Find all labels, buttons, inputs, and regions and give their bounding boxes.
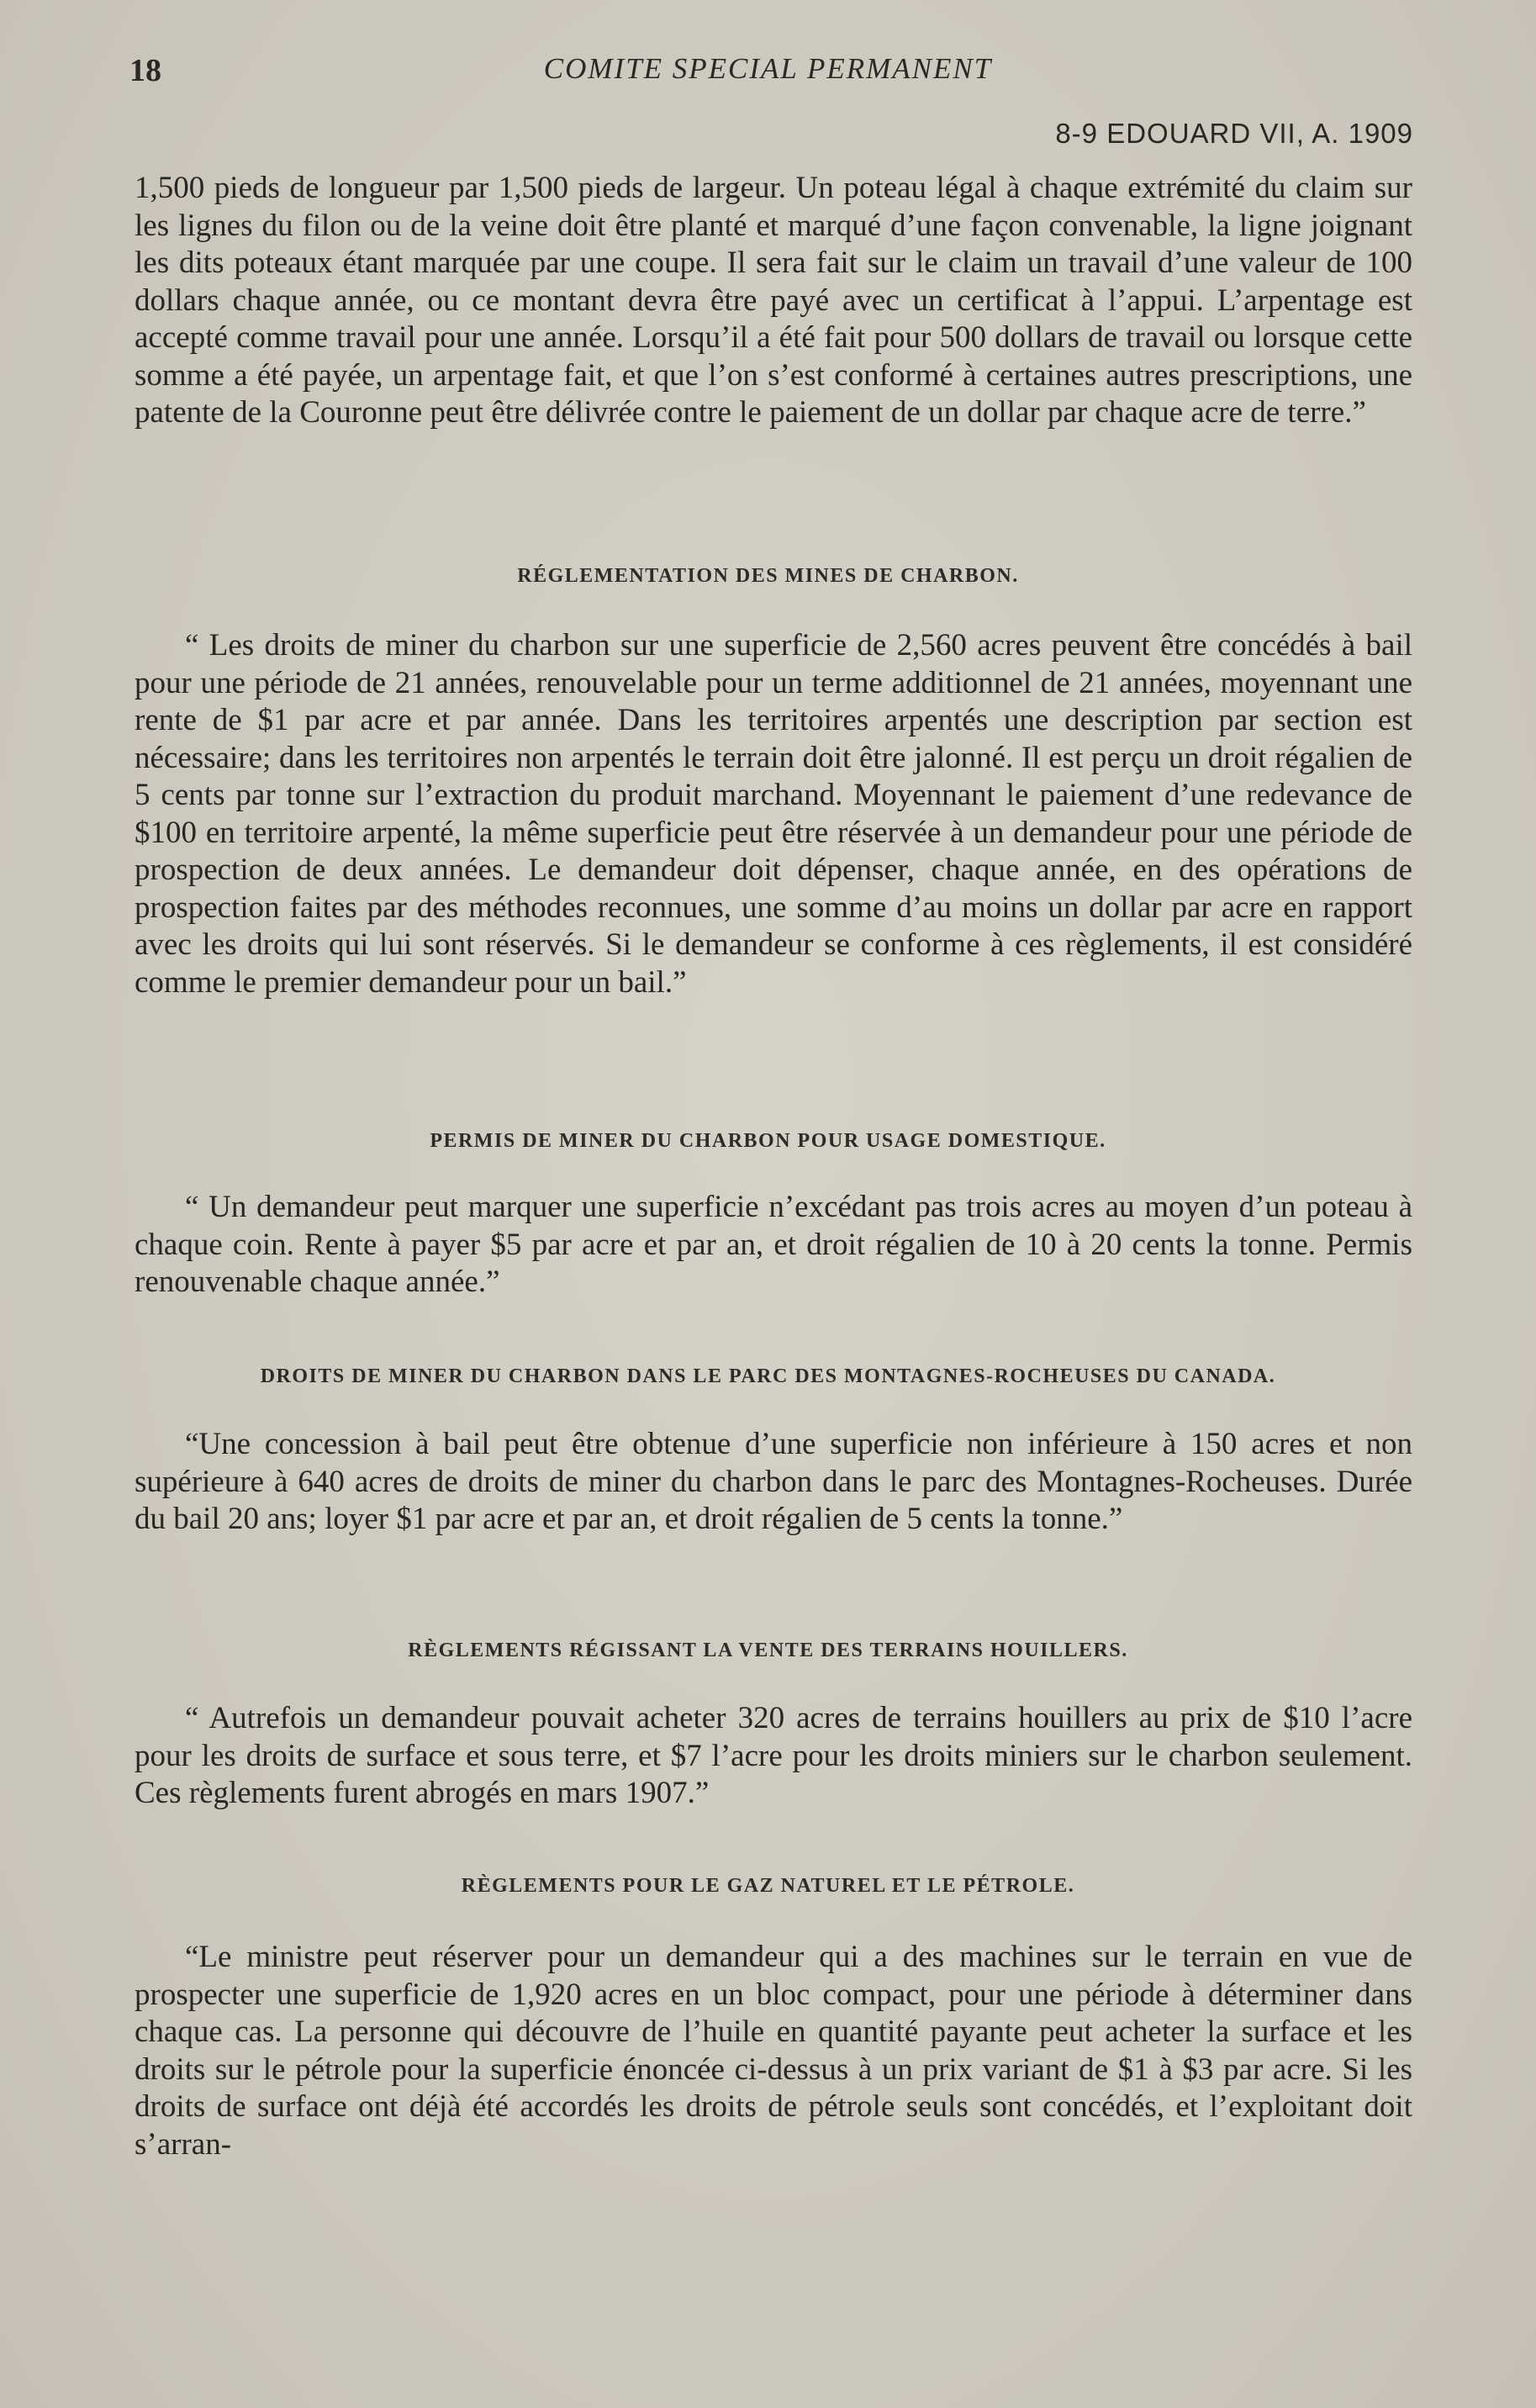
heading-coal-lands-sale: RÈGLEMENTS RÉGISSANT LA VENTE DES TERRAINS HOUILLERS. [408,1640,1128,1661]
heading-natural-gas-petroleum: RÈGLEMENTS POUR LE GAZ NATUREL ET LE PÉTROLE. [461,1875,1075,1897]
paragraph-domestic-coal-permit [135,1189,1412,1302]
paragraph-coal-lands-sale [135,1700,1412,1813]
page-number: 18 [129,53,161,88]
heading-rocky-mountains-park: DROITS DE MINER DU CHARBON DANS LE PARC DES MONTAGNES-ROCHEUSES DU CANADA. [260,1365,1276,1387]
heading-domestic-coal-permit: PERMIS DE MINER DU CHARBON POUR USAGE DOMESTIQUE. [430,1130,1106,1152]
paragraph-rocky-mountains-park [135,1426,1412,1539]
paragraph-text: 1,500 pieds de longueur par 1,500 pieds de largeur. Un poteau légal à chaque extrémité du claim sur les lignes du filon ou de la veine doit être planté et marqué d’une façon convenable, la ligne joignant les dits poteaux étant marquée par une coupe. Il sera fait sur le claim un travail d’une valeur de 100 dollars chaque année, ou ce montant devra être payé avec un certificat à l’appui. L’arpentage est accepté comme travail pour une année. Lorsqu’il a été fait pour 500 dollars de travail ou lorsque cette somme a été payée, un arpentage fait, et que l’on s’est conformé à certaines autres prescriptions, une patente de la Couronne peut être délivrée contre le paiement de un dollar par chaque acre de terre.” [135,171,1412,430]
paragraph-text: “ Autrefois un demandeur pouvait acheter 320 acres de terrains houillers au prix de $10 l’acre pour les droits de surface et sous terre, et $7 l’acre pour les droits miniers sur le charbon seulement. Ces règlements furent abrogés en mars 1907.” [135,1701,1412,1810]
session-label: 8-9 EDOUARD VII, A. 1909 [1055,118,1413,149]
paragraph-text: “Le ministre peut réserver pour un demandeur qui a des machines sur le terrain en vue de prospecter une superficie de 1,920 acres en un bloc compact, pour une période à déterminer dans chaque cas. La personne qui découvre de l’huile en quantité payante peut acheter la surface et les droits sur le pétrole pour la superficie énoncée ci-dessus à un prix variant de $1 à $3 par acre. Si les droits de surface ont déjà été accordés les droits de pétrole seuls sont concédés, et l’exploitant doit s’arran- [135,1940,1412,2162]
paragraph-coal-mining-rights [135,627,1412,1001]
paragraph-text: “ Les droits de miner du charbon sur une superficie de 2,560 acres peuvent être concédés à bail pour une période de 21 années, renouvelable pour un terme additionnel de 21 années, moyennant une rente de $1 par acre et par année. Dans les territoires arpentés une description par section est nécessaire; dans les territoires non arpentés le terrain doit être jalonné. Il est perçu un droit régalien de 5 cents par tonne sur l’extraction du produit marchand. Moyennant le paiement d’une redevance de $100 en territoire arpenté, la même superficie peut être réservée à un demandeur pour une période de prospection de deux années. Le demandeur doit dépenser, chaque année, en des opérations de prospection faites par des méthodes reconnues, une somme d’au moins un dollar par acre en rapport avec les droits qui lui sont réservés. Si le demandeur se conforme à ces règlements, il est considéré comme le premier demandeur pour un bail.” [135,628,1412,1000]
paragraph-text: “ Un demandeur peut marquer une superficie n’excédant pas trois acres au moyen d’un poteau à chaque coin. Rente à payer $5 par acre et par an, et droit régalien de 10 à 20 cents la tonne. Permis renouvenable chaque année.” [135,1190,1412,1299]
paragraph-natural-gas-petroleum [135,1939,1412,2163]
heading-coal-mines-regulation: RÉGLEMENTATION DES MINES DE CHARBON. [517,565,1019,587]
paragraph-claim-continuation [135,170,1412,432]
paragraph-text: “Une concession à bail peut être obtenue d’une superficie non inférieure à 150 acres et non supérieure à 640 acres de droits de miner du charbon dans le parc des Montagnes-Rocheuses. Durée du bail 20 ans; loyer $1 par acre et par an, et droit régalien de 5 cents la tonne.” [135,1427,1412,1536]
running-head: COMITE SPECIAL PERMANENT [543,52,993,85]
